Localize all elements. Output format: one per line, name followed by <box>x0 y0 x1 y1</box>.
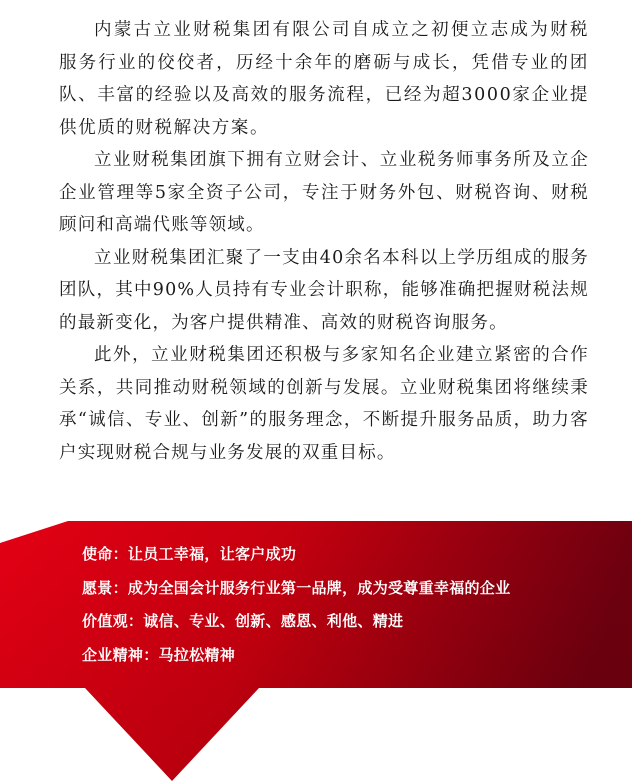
mission-line: 使命：让员工幸福，让客户成功 <box>82 545 297 563</box>
core-values-line: 价值观：诚信、专业、创新、感恩、利他、精进 <box>82 612 404 630</box>
values-list <box>82 538 602 672</box>
intro-paragraph-1: 内蒙古立业财税集团有限公司自成立之初便立志成为财税服务行业的佼佼者，历经十余年的磨砺与成长，凭借专业的团队、丰富的经验以及高效的服务流程，已经为超3000家企业提供优质的财税解决方案。 <box>59 20 589 138</box>
intro-paragraph-3: 立业财税集团汇聚了一支由40余名本科以上学历组成的服务团队，其中90%人员持有专业会计职称，能够准确把握财税法规的最新变化，为客户提供精准、高效的财税咨询服务。 <box>59 247 589 333</box>
intro-paragraph-4: 此外，立业财税集团还积极与多家知名企业建立紧密的合作关系，共同推动财税领域的创新与发展。立业财税集团将继续秉承“诚信、专业、创新”的服务理念，不断提升服务品质，助力客户实现财税合规与业务发展的双重目标。 <box>59 345 589 463</box>
company-intro <box>59 14 589 469</box>
vision-line: 愿景：成为全国会计服务行业第一品牌，成为受尊重幸福的企业 <box>82 578 511 597</box>
spirit-line: 企业精神：马拉松精神 <box>82 645 236 664</box>
intro-paragraph-2: 立业财税集团旗下拥有立财会计、立业税务师事务所及立企企业管理等5家全资子公司，专注于财务外包、财税咨询、财税顾问和高端代账等领域。 <box>59 150 589 235</box>
